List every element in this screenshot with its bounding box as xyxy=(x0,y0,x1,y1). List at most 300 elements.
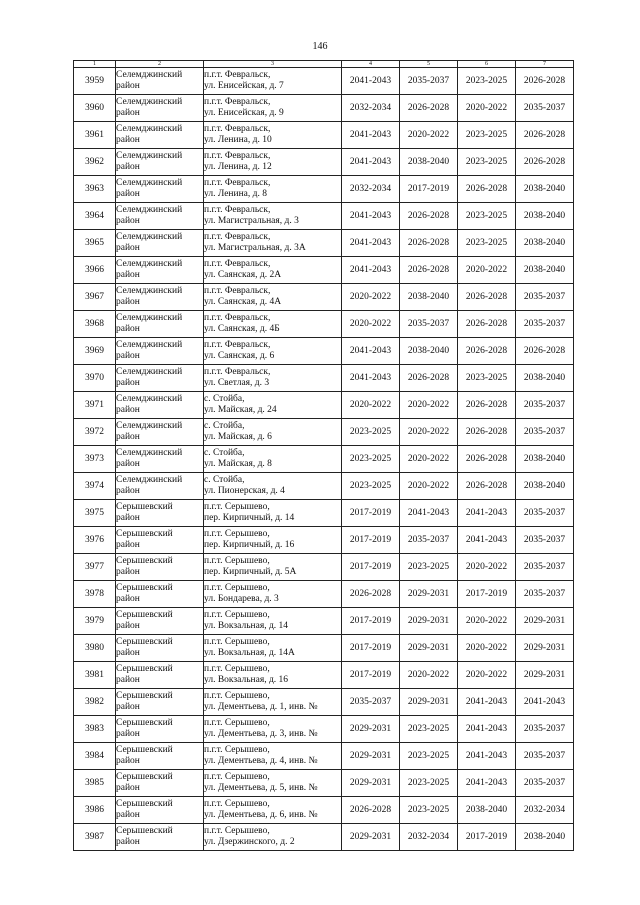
district-type: район xyxy=(116,108,140,118)
table-row xyxy=(74,824,574,851)
period-cell: 2041-2043 xyxy=(458,527,516,554)
address-cell xyxy=(204,581,342,608)
period-cell: 2026-2028 xyxy=(458,284,516,311)
period-cell: 2017-2019 xyxy=(400,176,458,203)
district-name: Селемджинский xyxy=(116,151,183,161)
period-cell: 2032-2034 xyxy=(342,95,400,122)
address-street: ул. Майская, д. 24 xyxy=(204,405,277,415)
district-type: район xyxy=(116,756,140,766)
district-type: район xyxy=(116,702,140,712)
district-cell xyxy=(116,95,204,122)
period-cell: 2032-2034 xyxy=(400,824,458,851)
period-cell: 2035-2037 xyxy=(516,311,574,338)
address-cell xyxy=(204,230,342,257)
table-row xyxy=(74,581,574,608)
address-cell xyxy=(204,500,342,527)
district-cell xyxy=(116,743,204,770)
period-cell: 2038-2040 xyxy=(516,203,574,230)
district-type: район xyxy=(116,432,140,442)
address-street: пер. Кирпичный, д. 16 xyxy=(204,540,295,550)
address-settlement: п.г.т. Серышево, xyxy=(204,610,270,620)
address-cell xyxy=(204,68,342,95)
address-settlement: п.г.т. Февральск, xyxy=(204,259,271,269)
period-cell: 2032-2034 xyxy=(516,797,574,824)
period-cell: 2026-2028 xyxy=(458,473,516,500)
period-cell: 2038-2040 xyxy=(516,230,574,257)
district-cell xyxy=(116,419,204,446)
district-type: район xyxy=(116,513,140,523)
period-cell: 2017-2019 xyxy=(458,824,516,851)
column-header: 7 xyxy=(516,61,574,68)
address-settlement: п.г.т. Серышево, xyxy=(204,826,270,836)
period-cell: 2041-2043 xyxy=(342,68,400,95)
period-cell: 2017-2019 xyxy=(342,554,400,581)
address-cell xyxy=(204,257,342,284)
period-cell: 2038-2040 xyxy=(400,149,458,176)
address-cell xyxy=(204,446,342,473)
period-cell: 2026-2028 xyxy=(458,311,516,338)
district-cell xyxy=(116,824,204,851)
address-settlement: п.г.т. Серышево, xyxy=(204,799,270,809)
address-settlement: п.г.т. Февральск, xyxy=(204,232,271,242)
district-name: Серышевский xyxy=(116,502,173,512)
address-settlement: п.г.т. Февральск, xyxy=(204,70,271,80)
district-cell xyxy=(116,716,204,743)
district-cell xyxy=(116,581,204,608)
table-row xyxy=(74,203,574,230)
period-cell: 2017-2019 xyxy=(342,500,400,527)
address-cell xyxy=(204,662,342,689)
period-cell: 2020-2022 xyxy=(400,662,458,689)
period-cell: 2029-2031 xyxy=(516,662,574,689)
address-cell xyxy=(204,608,342,635)
period-cell: 2029-2031 xyxy=(342,743,400,770)
address-cell xyxy=(204,635,342,662)
address-settlement: п.г.т. Февральск, xyxy=(204,367,271,377)
address-settlement: п.г.т. Февральск, xyxy=(204,124,271,134)
district-type: район xyxy=(116,810,140,820)
address-settlement: п.г.т. Февральск, xyxy=(204,340,271,350)
district-name: Селемджинский xyxy=(116,286,183,296)
address-street: ул. Саянская, д. 2А xyxy=(204,270,282,280)
period-cell: 2020-2022 xyxy=(458,257,516,284)
column-header: 5 xyxy=(400,61,458,68)
period-cell: 2020-2022 xyxy=(458,95,516,122)
district-name: Серышевский xyxy=(116,529,173,539)
period-cell: 2038-2040 xyxy=(516,824,574,851)
address-settlement: п.г.т. Серышево, xyxy=(204,772,270,782)
row-number: 3970 xyxy=(74,365,116,392)
row-number: 3980 xyxy=(74,635,116,662)
address-settlement: п.г.т. Февральск, xyxy=(204,205,271,215)
period-cell: 2017-2019 xyxy=(342,662,400,689)
address-street: ул. Ленина, д. 8 xyxy=(204,189,267,199)
address-cell xyxy=(204,365,342,392)
table-row xyxy=(74,797,574,824)
table-row xyxy=(74,743,574,770)
period-cell: 2035-2037 xyxy=(400,311,458,338)
district-cell xyxy=(116,635,204,662)
period-cell: 2020-2022 xyxy=(342,311,400,338)
address-settlement: с. Стойба, xyxy=(204,394,245,404)
row-number: 3976 xyxy=(74,527,116,554)
address-street: ул. Саянская, д. 4А xyxy=(204,297,282,307)
period-cell: 2038-2040 xyxy=(400,338,458,365)
period-cell: 2035-2037 xyxy=(516,284,574,311)
table-row xyxy=(74,608,574,635)
district-cell xyxy=(116,284,204,311)
district-cell xyxy=(116,338,204,365)
district-type: район xyxy=(116,135,140,145)
district-type: район xyxy=(116,675,140,685)
table-row xyxy=(74,95,574,122)
row-number: 3987 xyxy=(74,824,116,851)
address-settlement: п.г.т. Февральск, xyxy=(204,313,271,323)
period-cell: 2041-2043 xyxy=(400,500,458,527)
row-number: 3977 xyxy=(74,554,116,581)
row-number: 3961 xyxy=(74,122,116,149)
column-header: 4 xyxy=(342,61,400,68)
period-cell: 2029-2031 xyxy=(400,581,458,608)
table-row xyxy=(74,473,574,500)
period-cell: 2026-2028 xyxy=(400,203,458,230)
period-cell: 2023-2025 xyxy=(400,743,458,770)
period-cell: 2029-2031 xyxy=(400,635,458,662)
district-name: Серышевский xyxy=(116,556,173,566)
address-street: ул. Енисейская, д. 9 xyxy=(204,108,284,118)
address-street: ул. Магистральная, д. 3А xyxy=(204,243,306,253)
period-cell: 2041-2043 xyxy=(342,203,400,230)
period-cell: 2041-2043 xyxy=(342,122,400,149)
period-cell: 2029-2031 xyxy=(342,716,400,743)
district-name: Селемджинский xyxy=(116,124,183,134)
address-cell xyxy=(204,419,342,446)
column-number-row xyxy=(74,61,574,68)
district-name: Селемджинский xyxy=(116,232,183,242)
period-cell: 2035-2037 xyxy=(516,500,574,527)
district-type: район xyxy=(116,459,140,469)
row-number: 3971 xyxy=(74,392,116,419)
table-row xyxy=(74,311,574,338)
row-number: 3963 xyxy=(74,176,116,203)
period-cell: 2026-2028 xyxy=(516,122,574,149)
row-number: 3969 xyxy=(74,338,116,365)
address-settlement: с. Стойба, xyxy=(204,448,245,458)
district-type: район xyxy=(116,81,140,91)
table-row xyxy=(74,662,574,689)
column-header: 6 xyxy=(458,61,516,68)
district-name: Серышевский xyxy=(116,799,173,809)
period-cell: 2020-2022 xyxy=(458,635,516,662)
period-cell: 2026-2028 xyxy=(458,176,516,203)
page-number: 146 xyxy=(312,41,328,52)
period-cell: 2038-2040 xyxy=(516,365,574,392)
period-cell: 2020-2022 xyxy=(400,392,458,419)
housing-register-table xyxy=(73,60,574,851)
address-cell xyxy=(204,203,342,230)
district-cell xyxy=(116,770,204,797)
address-street: ул. Дементьева, д. 3, инв. № xyxy=(204,729,318,739)
district-cell xyxy=(116,500,204,527)
period-cell: 2029-2031 xyxy=(342,770,400,797)
period-cell: 2026-2028 xyxy=(458,392,516,419)
table-row xyxy=(74,392,574,419)
district-name: Серышевский xyxy=(116,745,173,755)
district-type: район xyxy=(116,594,140,604)
district-name: Серышевский xyxy=(116,664,173,674)
table-row xyxy=(74,419,574,446)
district-cell xyxy=(116,527,204,554)
district-cell xyxy=(116,554,204,581)
row-number: 3974 xyxy=(74,473,116,500)
period-cell: 2041-2043 xyxy=(342,149,400,176)
period-cell: 2041-2043 xyxy=(342,365,400,392)
district-cell xyxy=(116,311,204,338)
row-number: 3986 xyxy=(74,797,116,824)
period-cell: 2020-2022 xyxy=(400,419,458,446)
period-cell: 2017-2019 xyxy=(342,608,400,635)
period-cell: 2035-2037 xyxy=(516,392,574,419)
period-cell: 2035-2037 xyxy=(516,581,574,608)
district-name: Серышевский xyxy=(116,772,173,782)
address-street: ул. Дементьева, д. 4, инв. № xyxy=(204,756,318,766)
period-cell: 2023-2025 xyxy=(342,446,400,473)
period-cell: 2023-2025 xyxy=(400,770,458,797)
table-row xyxy=(74,770,574,797)
period-cell: 2032-2034 xyxy=(342,176,400,203)
address-street: пер. Кирпичный, д. 14 xyxy=(204,513,295,523)
district-type: район xyxy=(116,648,140,658)
district-type: район xyxy=(116,270,140,280)
table-row xyxy=(74,365,574,392)
period-cell: 2020-2022 xyxy=(400,122,458,149)
address-settlement: п.г.т. Серышево, xyxy=(204,637,270,647)
period-cell: 2026-2028 xyxy=(400,95,458,122)
district-name: Селемджинский xyxy=(116,475,183,485)
row-number: 3973 xyxy=(74,446,116,473)
address-settlement: п.г.т. Серышево, xyxy=(204,664,270,674)
district-cell xyxy=(116,230,204,257)
address-street: ул. Вокзальная, д. 14 xyxy=(204,621,289,631)
period-cell: 2026-2028 xyxy=(342,797,400,824)
period-cell: 2023-2025 xyxy=(458,122,516,149)
column-header: 3 xyxy=(204,61,342,68)
period-cell: 2020-2022 xyxy=(342,284,400,311)
period-cell: 2020-2022 xyxy=(400,446,458,473)
district-name: Серышевский xyxy=(116,691,173,701)
address-settlement: п.г.т. Февральск, xyxy=(204,178,271,188)
period-cell: 2041-2043 xyxy=(342,257,400,284)
table-body xyxy=(74,68,574,851)
address-settlement: п.г.т. Февральск, xyxy=(204,286,271,296)
period-cell: 2026-2028 xyxy=(516,149,574,176)
address-street: ул. Ленина, д. 10 xyxy=(204,135,272,145)
row-number: 3985 xyxy=(74,770,116,797)
period-cell: 2023-2025 xyxy=(458,230,516,257)
district-cell xyxy=(116,203,204,230)
period-cell: 2023-2025 xyxy=(458,149,516,176)
address-street: ул. Вокзальная, д. 14А xyxy=(204,648,295,658)
address-street: ул. Дзержинского, д. 2 xyxy=(204,837,295,847)
table-row xyxy=(74,500,574,527)
period-cell: 2023-2025 xyxy=(342,473,400,500)
address-cell xyxy=(204,770,342,797)
district-name: Селемджинский xyxy=(116,340,183,350)
period-cell: 2023-2025 xyxy=(458,203,516,230)
period-cell: 2020-2022 xyxy=(342,392,400,419)
address-street: ул. Майская, д. 6 xyxy=(204,432,272,442)
address-settlement: п.г.т. Серышево, xyxy=(204,745,270,755)
address-settlement: с. Стойба, xyxy=(204,421,245,431)
row-number: 3968 xyxy=(74,311,116,338)
district-type: район xyxy=(116,216,140,226)
district-name: Серышевский xyxy=(116,826,173,836)
district-type: район xyxy=(116,162,140,172)
period-cell: 2035-2037 xyxy=(516,554,574,581)
district-name: Селемджинский xyxy=(116,448,183,458)
period-cell: 2035-2037 xyxy=(400,527,458,554)
period-cell: 2026-2028 xyxy=(516,338,574,365)
row-number: 3960 xyxy=(74,95,116,122)
row-number: 3967 xyxy=(74,284,116,311)
address-street: ул. Дементьева, д. 6, инв. № xyxy=(204,810,318,820)
row-number: 3965 xyxy=(74,230,116,257)
address-street: ул. Магистральная, д. 3 xyxy=(204,216,299,226)
district-cell xyxy=(116,365,204,392)
district-type: район xyxy=(116,189,140,199)
row-number: 3975 xyxy=(74,500,116,527)
period-cell: 2023-2025 xyxy=(400,716,458,743)
period-cell: 2038-2040 xyxy=(516,176,574,203)
period-cell: 2038-2040 xyxy=(458,797,516,824)
address-street: ул. Дементьева, д. 1, инв. № xyxy=(204,702,318,712)
period-cell: 2026-2028 xyxy=(516,68,574,95)
district-type: район xyxy=(116,324,140,334)
district-cell xyxy=(116,149,204,176)
table-row xyxy=(74,446,574,473)
table-row xyxy=(74,635,574,662)
address-cell xyxy=(204,392,342,419)
period-cell: 2029-2031 xyxy=(400,689,458,716)
district-cell xyxy=(116,176,204,203)
table-row xyxy=(74,338,574,365)
address-cell xyxy=(204,473,342,500)
district-name: Селемджинский xyxy=(116,421,183,431)
period-cell: 2035-2037 xyxy=(516,95,574,122)
address-street: ул. Бондарева, д. 3 xyxy=(204,594,279,604)
period-cell: 2026-2028 xyxy=(342,581,400,608)
address-settlement: с. Стойба, xyxy=(204,475,245,485)
district-name: Селемджинский xyxy=(116,313,183,323)
period-cell: 2026-2028 xyxy=(458,446,516,473)
period-cell: 2038-2040 xyxy=(516,446,574,473)
address-cell xyxy=(204,716,342,743)
district-name: Селемджинский xyxy=(116,178,183,188)
period-cell: 2026-2028 xyxy=(400,230,458,257)
address-street: ул. Светлая, д. 3 xyxy=(204,378,270,388)
address-street: пер. Кирпичный, д. 5А xyxy=(204,567,297,577)
period-cell: 2029-2031 xyxy=(400,608,458,635)
table-row xyxy=(74,257,574,284)
address-street: ул. Ленина, д. 12 xyxy=(204,162,272,172)
row-number: 3972 xyxy=(74,419,116,446)
table-row xyxy=(74,689,574,716)
district-name: Селемджинский xyxy=(116,70,183,80)
district-type: район xyxy=(116,783,140,793)
period-cell: 2035-2037 xyxy=(516,527,574,554)
period-cell: 2023-2025 xyxy=(342,419,400,446)
period-cell: 2023-2025 xyxy=(400,554,458,581)
period-cell: 2041-2043 xyxy=(458,743,516,770)
district-type: район xyxy=(116,729,140,739)
period-cell: 2035-2037 xyxy=(516,770,574,797)
table-row xyxy=(74,527,574,554)
district-name: Серышевский xyxy=(116,637,173,647)
address-street: ул. Пионерская, д. 4 xyxy=(204,486,285,496)
district-cell xyxy=(116,68,204,95)
period-cell: 2041-2043 xyxy=(458,689,516,716)
district-name: Серышевский xyxy=(116,610,173,620)
period-cell: 2035-2037 xyxy=(516,716,574,743)
address-street: ул. Дементьева, д. 5, инв. № xyxy=(204,783,318,793)
address-cell xyxy=(204,149,342,176)
address-street: ул. Саянская, д. 4Б xyxy=(204,324,280,334)
district-cell xyxy=(116,446,204,473)
table-row xyxy=(74,230,574,257)
period-cell: 2041-2043 xyxy=(458,500,516,527)
period-cell: 2038-2040 xyxy=(400,284,458,311)
address-street: ул. Вокзальная, д. 16 xyxy=(204,675,289,685)
address-cell xyxy=(204,689,342,716)
district-cell xyxy=(116,473,204,500)
district-name: Селемджинский xyxy=(116,259,183,269)
address-cell xyxy=(204,554,342,581)
district-type: район xyxy=(116,837,140,847)
period-cell: 2029-2031 xyxy=(516,635,574,662)
period-cell: 2017-2019 xyxy=(342,527,400,554)
district-name: Селемджинский xyxy=(116,367,183,377)
period-cell: 2041-2043 xyxy=(516,689,574,716)
period-cell: 2038-2040 xyxy=(516,473,574,500)
period-cell: 2020-2022 xyxy=(458,662,516,689)
row-number: 3964 xyxy=(74,203,116,230)
district-name: Селемджинский xyxy=(116,97,183,107)
period-cell: 2023-2025 xyxy=(458,68,516,95)
row-number: 3959 xyxy=(74,68,116,95)
address-cell xyxy=(204,824,342,851)
period-cell: 2020-2022 xyxy=(400,473,458,500)
period-cell: 2041-2043 xyxy=(458,770,516,797)
district-name: Серышевский xyxy=(116,718,173,728)
address-cell xyxy=(204,338,342,365)
district-name: Селемджинский xyxy=(116,205,183,215)
address-settlement: п.г.т. Серышево, xyxy=(204,718,270,728)
district-type: район xyxy=(116,243,140,253)
address-cell xyxy=(204,797,342,824)
period-cell: 2029-2031 xyxy=(516,608,574,635)
district-name: Серышевский xyxy=(116,583,173,593)
district-type: район xyxy=(116,405,140,415)
district-cell xyxy=(116,392,204,419)
district-type: район xyxy=(116,297,140,307)
address-settlement: п.г.т. Серышево, xyxy=(204,583,270,593)
address-settlement: п.г.т. Серышево, xyxy=(204,502,270,512)
table-row xyxy=(74,554,574,581)
district-type: район xyxy=(116,567,140,577)
row-number: 3978 xyxy=(74,581,116,608)
period-cell: 2020-2022 xyxy=(458,608,516,635)
district-type: район xyxy=(116,378,140,388)
